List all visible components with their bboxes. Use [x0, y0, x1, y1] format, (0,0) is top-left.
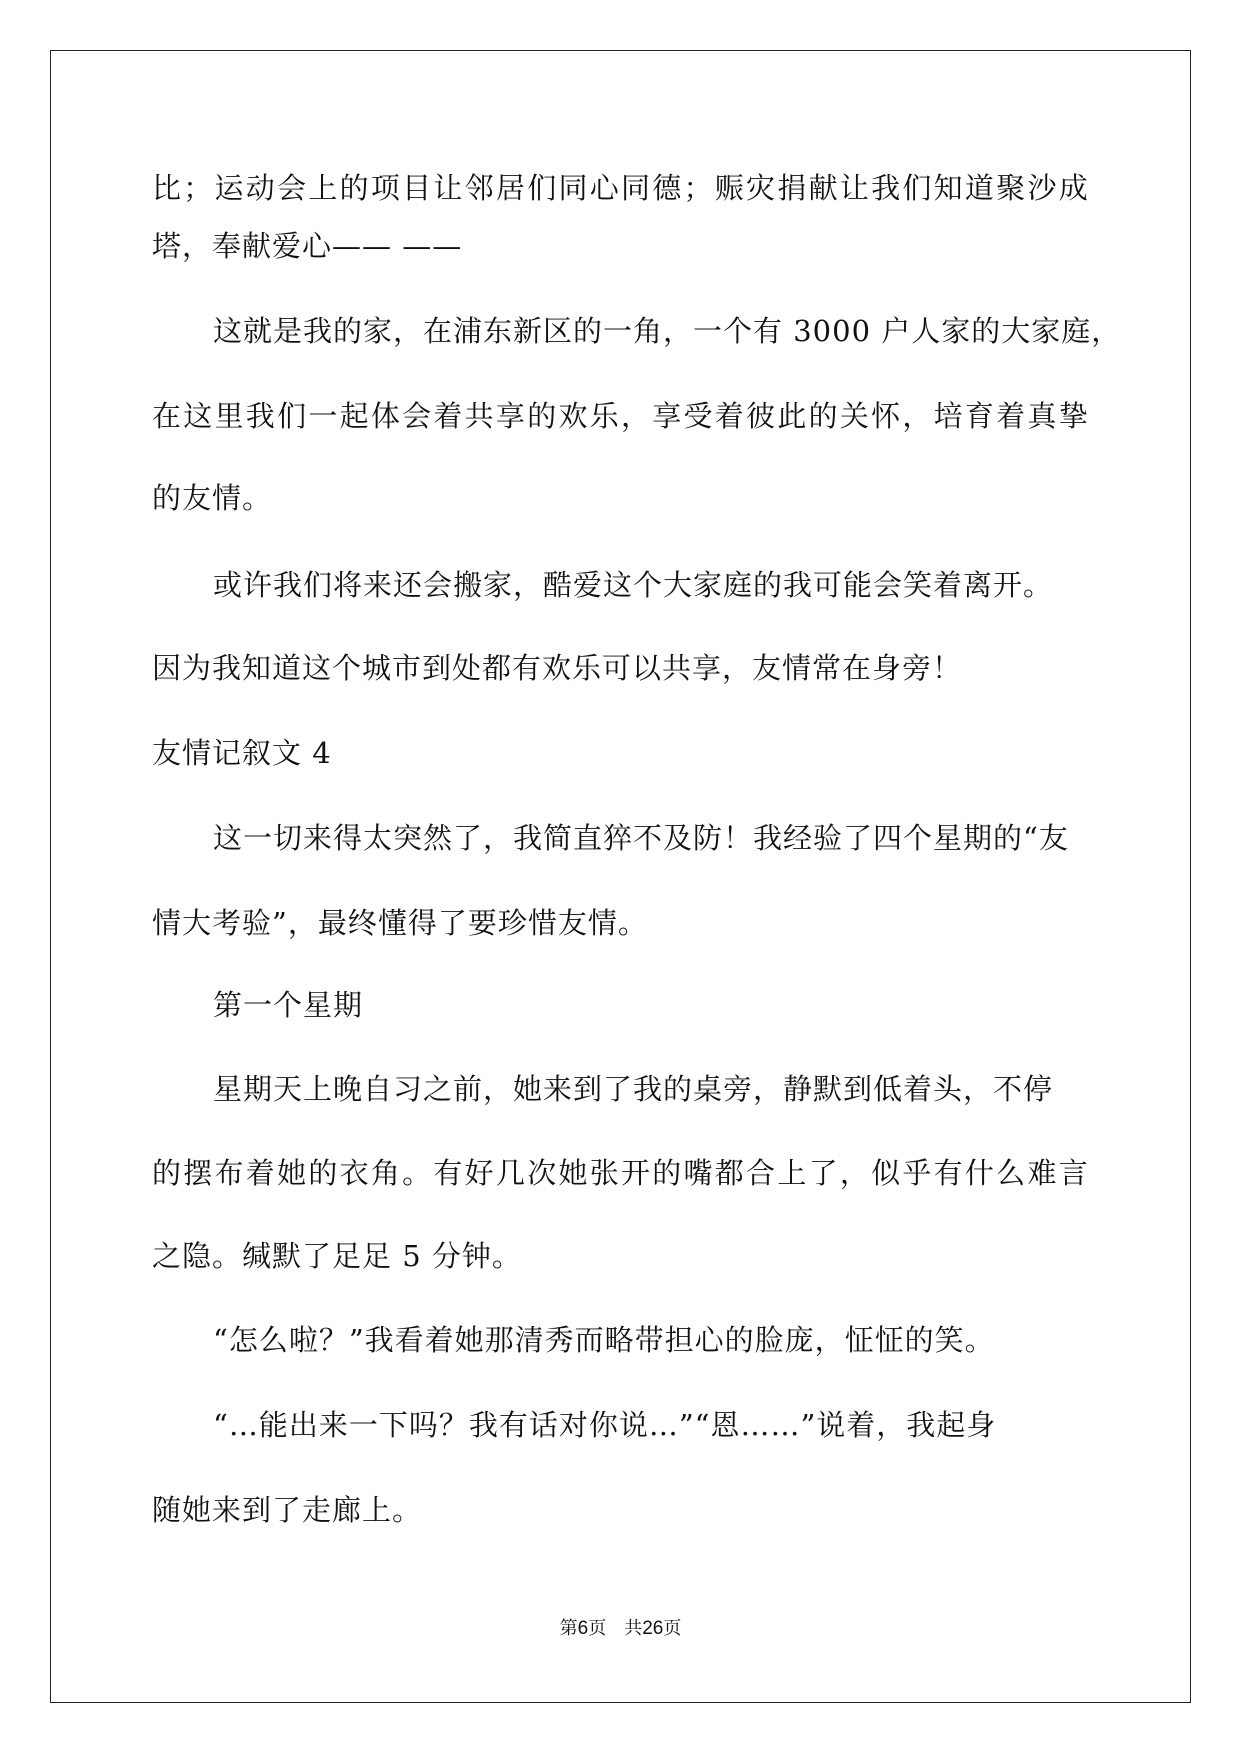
page-border: [50, 50, 1191, 1703]
footer-suffix: 页: [663, 1618, 682, 1639]
text-line: 这就是我的家，在浦东新区的一角，一个有 3000 户人家的大家庭，: [213, 314, 1122, 348]
text-line: 或许我们将来还会搬家，酷爱这个大家庭的我可能会笑着离开。: [213, 568, 1054, 602]
text-line: 随她来到了走廊上。: [152, 1493, 423, 1527]
sub-heading: 第一个星期: [213, 988, 364, 1022]
footer-prefix: 第: [559, 1618, 578, 1639]
text-line: “怎么啦？”我看着她那清秀而略带担心的脸庞，怔怔的笑。: [213, 1323, 995, 1357]
text-line: 这一切来得太突然了，我简直猝不及防！我经验了四个星期的“友: [213, 821, 1069, 855]
total-page-count: 26: [642, 1618, 664, 1639]
current-page-number: 6: [577, 1618, 589, 1639]
text-line: 因为我知道这个城市到处都有欢乐可以共享，友情常在身旁！: [152, 651, 963, 685]
footer-middle: 页 共: [588, 1618, 643, 1639]
text-line: 比 ； 运 动 会 上 的 项 目 让 邻 居 们 同 心 同 德 ； 赈 灾 捐 献 让 我 们 知 道 聚 沙 成: [152, 171, 1088, 205]
section-heading: 友情记叙文 4: [152, 736, 332, 770]
text-line: 的 摆 布 着 她 的 衣 角 。 有 好 几 次 她 张 开 的 嘴 都 合 上 了 ， 似 乎 有 什 么 难 言: [152, 1156, 1088, 1190]
text-line: 星期天上晚自习之前，她来到了我的桌旁，静默到低着头，不停: [213, 1072, 1054, 1106]
text-line: 塔，奉献爱心—— ——: [152, 229, 463, 263]
text-line: “…能出来一下吗？我有话对你说…”“恩……”说着，我起身: [213, 1408, 997, 1442]
text-line: 之隐。缄默了足足 5 分钟。: [152, 1239, 522, 1273]
text-line: 在 这 里 我 们 一 起 体 会 着 共 享 的 欢 乐 ， 享 受 着 彼 此 的 关 怀 ， 培 育 着 真 挚: [152, 399, 1088, 433]
text-line: 的友情。: [152, 481, 273, 515]
text-line: 情大考验”，最终懂得了要珍惜友情。: [152, 906, 648, 940]
page-footer: [0, 1617, 1241, 1641]
